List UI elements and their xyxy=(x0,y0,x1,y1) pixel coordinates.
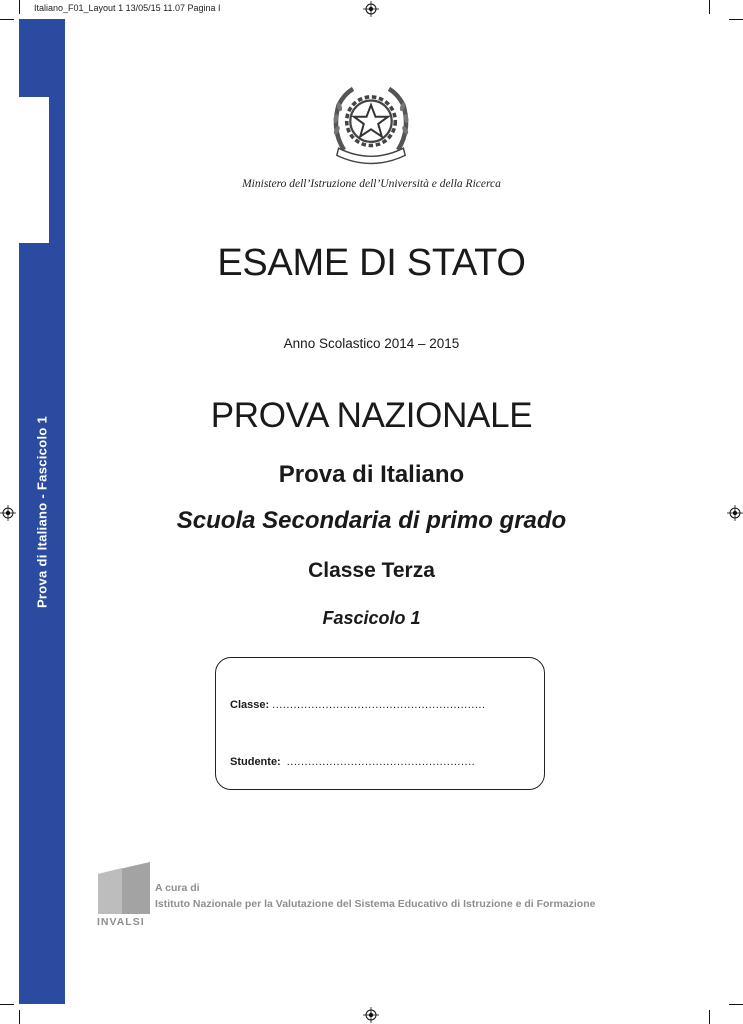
classe-dots: ............................................................ xyxy=(272,699,486,711)
institute-name: Istituto Nazionale per la Valutazione del Sistema Educativo di Istruzione e di Formazione xyxy=(155,898,596,910)
test-title: PROVA NAZIONALE xyxy=(210,396,533,435)
student-info-box xyxy=(215,657,545,790)
studente-label: Studente: xyxy=(230,756,281,768)
studente-dots: ..................................................... xyxy=(286,756,476,768)
crop-mark xyxy=(19,1010,20,1024)
crop-mark xyxy=(19,0,20,14)
print-slug: Italiano_F01_Layout 1 13/05/15 11.07 Pagina I xyxy=(34,3,221,13)
crop-mark xyxy=(709,0,710,14)
crop-mark xyxy=(709,1010,710,1024)
studente-field[interactable] xyxy=(230,756,475,768)
booklet-number: Fascicolo 1 xyxy=(322,608,421,628)
registration-mark-icon xyxy=(363,1007,379,1023)
invalsi-logo-text: INVALSI xyxy=(97,916,145,928)
spine-label: Prova di Italiano - Fascicolo 1 xyxy=(34,415,50,609)
crop-mark xyxy=(729,19,743,20)
curated-by: A cura di xyxy=(155,882,200,894)
ministry-name: Ministero dell’Istruzione dell’Università e della Ricerca xyxy=(242,178,501,190)
classe-label: Classe: xyxy=(230,699,270,711)
crop-mark xyxy=(0,1004,14,1005)
exam-title: ESAME DI STATO xyxy=(217,242,526,284)
crop-mark xyxy=(0,19,14,20)
registration-mark-icon xyxy=(363,1,379,17)
school-level: Scuola Secondaria di primo grado xyxy=(176,507,567,534)
repubblica-italiana-emblem-icon xyxy=(326,78,416,168)
class-level: Classe Terza xyxy=(308,559,435,582)
crop-mark xyxy=(729,1004,743,1005)
school-year: Anno Scolastico 2014 – 2015 xyxy=(283,336,460,351)
side-band-notch xyxy=(19,97,49,243)
subject-title: Prova di Italiano xyxy=(278,461,465,488)
classe-field[interactable] xyxy=(230,699,486,711)
